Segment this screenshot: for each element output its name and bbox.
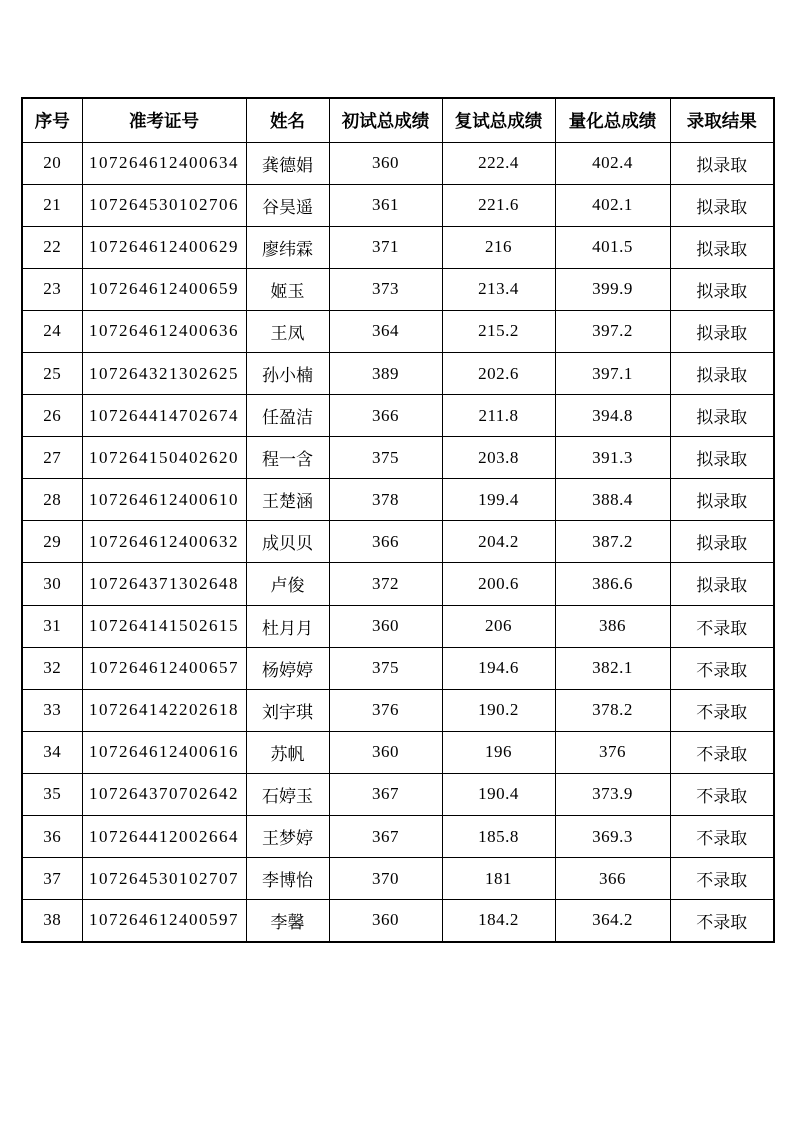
cell-name: 谷昊遥 <box>246 184 329 226</box>
cell-name: 程一含 <box>246 437 329 479</box>
cell-index: 21 <box>22 184 82 226</box>
cell-quantified_score: 364.2 <box>555 900 670 942</box>
cell-name: 李博怡 <box>246 858 329 900</box>
cell-index: 24 <box>22 310 82 352</box>
cell-quantified_score: 382.1 <box>555 647 670 689</box>
table-row <box>22 773 774 815</box>
cell-initial_score: 367 <box>329 816 442 858</box>
cell-quantified_score: 397.2 <box>555 310 670 352</box>
table-row <box>22 563 774 605</box>
cell-exam_id: 107264370702642 <box>82 773 246 815</box>
cell-name: 姬玉 <box>246 268 329 310</box>
cell-result: 拟录取 <box>670 226 774 268</box>
table-row <box>22 900 774 942</box>
cell-exam_id: 107264612400634 <box>82 142 246 184</box>
cell-result: 不录取 <box>670 605 774 647</box>
table-row <box>22 352 774 394</box>
cell-retest_score: 190.2 <box>442 689 555 731</box>
cell-quantified_score: 387.2 <box>555 521 670 563</box>
cell-retest_score: 181 <box>442 858 555 900</box>
cell-initial_score: 375 <box>329 437 442 479</box>
cell-quantified_score: 376 <box>555 731 670 773</box>
cell-retest_score: 202.6 <box>442 352 555 394</box>
cell-initial_score: 376 <box>329 689 442 731</box>
cell-result: 拟录取 <box>670 268 774 310</box>
cell-initial_score: 389 <box>329 352 442 394</box>
cell-name: 任盈洁 <box>246 395 329 437</box>
table-row <box>22 731 774 773</box>
cell-initial_score: 360 <box>329 142 442 184</box>
cell-result: 拟录取 <box>670 395 774 437</box>
cell-exam_id: 107264141502615 <box>82 605 246 647</box>
cell-exam_id: 107264612400657 <box>82 647 246 689</box>
cell-result: 不录取 <box>670 689 774 731</box>
cell-quantified_score: 369.3 <box>555 816 670 858</box>
cell-exam_id: 107264612400616 <box>82 731 246 773</box>
cell-quantified_score: 397.1 <box>555 352 670 394</box>
table-row <box>22 437 774 479</box>
cell-initial_score: 360 <box>329 731 442 773</box>
cell-retest_score: 184.2 <box>442 900 555 942</box>
column-header-name: 姓名 <box>246 98 329 142</box>
column-header-exam_id: 准考证号 <box>82 98 246 142</box>
cell-retest_score: 196 <box>442 731 555 773</box>
cell-initial_score: 378 <box>329 479 442 521</box>
cell-index: 25 <box>22 352 82 394</box>
cell-initial_score: 370 <box>329 858 442 900</box>
cell-name: 孙小楠 <box>246 352 329 394</box>
cell-result: 不录取 <box>670 900 774 942</box>
cell-index: 22 <box>22 226 82 268</box>
cell-result: 拟录取 <box>670 142 774 184</box>
cell-quantified_score: 378.2 <box>555 689 670 731</box>
cell-retest_score: 215.2 <box>442 310 555 352</box>
cell-index: 33 <box>22 689 82 731</box>
table-row <box>22 689 774 731</box>
cell-index: 37 <box>22 858 82 900</box>
cell-retest_score: 222.4 <box>442 142 555 184</box>
cell-exam_id: 107264612400632 <box>82 521 246 563</box>
cell-index: 28 <box>22 479 82 521</box>
cell-exam_id: 107264612400610 <box>82 479 246 521</box>
cell-retest_score: 199.4 <box>442 479 555 521</box>
cell-exam_id: 107264612400659 <box>82 268 246 310</box>
cell-exam_id: 107264612400629 <box>82 226 246 268</box>
cell-retest_score: 206 <box>442 605 555 647</box>
cell-retest_score: 194.6 <box>442 647 555 689</box>
cell-result: 拟录取 <box>670 563 774 605</box>
table-row <box>22 647 774 689</box>
cell-initial_score: 372 <box>329 563 442 605</box>
cell-exam_id: 107264371302648 <box>82 563 246 605</box>
cell-name: 王梦婷 <box>246 816 329 858</box>
cell-exam_id: 107264142202618 <box>82 689 246 731</box>
table-row <box>22 395 774 437</box>
cell-exam_id: 107264150402620 <box>82 437 246 479</box>
table-row <box>22 142 774 184</box>
table-row <box>22 184 774 226</box>
table-row <box>22 268 774 310</box>
cell-exam_id: 107264530102707 <box>82 858 246 900</box>
cell-retest_score: 190.4 <box>442 773 555 815</box>
cell-initial_score: 364 <box>329 310 442 352</box>
cell-name: 王楚涵 <box>246 479 329 521</box>
cell-result: 拟录取 <box>670 352 774 394</box>
cell-name: 杨婷婷 <box>246 647 329 689</box>
cell-index: 26 <box>22 395 82 437</box>
cell-result: 拟录取 <box>670 521 774 563</box>
cell-index: 20 <box>22 142 82 184</box>
cell-retest_score: 221.6 <box>442 184 555 226</box>
cell-index: 31 <box>22 605 82 647</box>
cell-name: 李馨 <box>246 900 329 942</box>
cell-quantified_score: 394.8 <box>555 395 670 437</box>
cell-result: 拟录取 <box>670 437 774 479</box>
cell-index: 38 <box>22 900 82 942</box>
admission-results-table <box>21 97 775 943</box>
cell-name: 卢俊 <box>246 563 329 605</box>
cell-name: 成贝贝 <box>246 521 329 563</box>
cell-index: 34 <box>22 731 82 773</box>
cell-index: 32 <box>22 647 82 689</box>
column-header-quantified_score: 量化总成绩 <box>555 98 670 142</box>
cell-quantified_score: 399.9 <box>555 268 670 310</box>
cell-result: 拟录取 <box>670 479 774 521</box>
cell-quantified_score: 373.9 <box>555 773 670 815</box>
column-header-retest_score: 复试总成绩 <box>442 98 555 142</box>
cell-retest_score: 200.6 <box>442 563 555 605</box>
table-row <box>22 816 774 858</box>
column-header-initial_score: 初试总成绩 <box>329 98 442 142</box>
table-row <box>22 605 774 647</box>
cell-initial_score: 360 <box>329 900 442 942</box>
cell-retest_score: 185.8 <box>442 816 555 858</box>
table-row <box>22 858 774 900</box>
table-row <box>22 226 774 268</box>
cell-initial_score: 373 <box>329 268 442 310</box>
cell-index: 35 <box>22 773 82 815</box>
cell-exam_id: 107264612400636 <box>82 310 246 352</box>
table-row <box>22 521 774 563</box>
cell-result: 不录取 <box>670 773 774 815</box>
table-row <box>22 479 774 521</box>
cell-index: 36 <box>22 816 82 858</box>
cell-name: 王凤 <box>246 310 329 352</box>
cell-initial_score: 361 <box>329 184 442 226</box>
cell-result: 不录取 <box>670 731 774 773</box>
table-row <box>22 310 774 352</box>
cell-quantified_score: 402.1 <box>555 184 670 226</box>
cell-quantified_score: 391.3 <box>555 437 670 479</box>
column-header-result: 录取结果 <box>670 98 774 142</box>
cell-result: 不录取 <box>670 816 774 858</box>
cell-initial_score: 360 <box>329 605 442 647</box>
cell-name: 廖纬霖 <box>246 226 329 268</box>
cell-name: 刘宇琪 <box>246 689 329 731</box>
cell-initial_score: 375 <box>329 647 442 689</box>
cell-retest_score: 204.2 <box>442 521 555 563</box>
cell-index: 27 <box>22 437 82 479</box>
cell-initial_score: 366 <box>329 395 442 437</box>
cell-result: 拟录取 <box>670 310 774 352</box>
cell-result: 不录取 <box>670 647 774 689</box>
cell-exam_id: 107264612400597 <box>82 900 246 942</box>
cell-retest_score: 203.8 <box>442 437 555 479</box>
cell-exam_id: 107264321302625 <box>82 352 246 394</box>
cell-quantified_score: 386.6 <box>555 563 670 605</box>
cell-name: 杜月月 <box>246 605 329 647</box>
cell-result: 拟录取 <box>670 184 774 226</box>
table-body <box>22 142 774 942</box>
cell-exam_id: 107264414702674 <box>82 395 246 437</box>
cell-initial_score: 366 <box>329 521 442 563</box>
table-header-row <box>22 98 774 142</box>
cell-name: 龚德娟 <box>246 142 329 184</box>
cell-quantified_score: 388.4 <box>555 479 670 521</box>
cell-result: 不录取 <box>670 858 774 900</box>
cell-index: 29 <box>22 521 82 563</box>
cell-initial_score: 371 <box>329 226 442 268</box>
cell-retest_score: 213.4 <box>442 268 555 310</box>
cell-quantified_score: 401.5 <box>555 226 670 268</box>
cell-retest_score: 211.8 <box>442 395 555 437</box>
cell-exam_id: 107264530102706 <box>82 184 246 226</box>
cell-name: 石婷玉 <box>246 773 329 815</box>
cell-index: 30 <box>22 563 82 605</box>
cell-quantified_score: 366 <box>555 858 670 900</box>
column-header-index: 序号 <box>22 98 82 142</box>
cell-name: 苏帆 <box>246 731 329 773</box>
cell-retest_score: 216 <box>442 226 555 268</box>
cell-exam_id: 107264412002664 <box>82 816 246 858</box>
cell-initial_score: 367 <box>329 773 442 815</box>
cell-quantified_score: 402.4 <box>555 142 670 184</box>
cell-index: 23 <box>22 268 82 310</box>
cell-quantified_score: 386 <box>555 605 670 647</box>
